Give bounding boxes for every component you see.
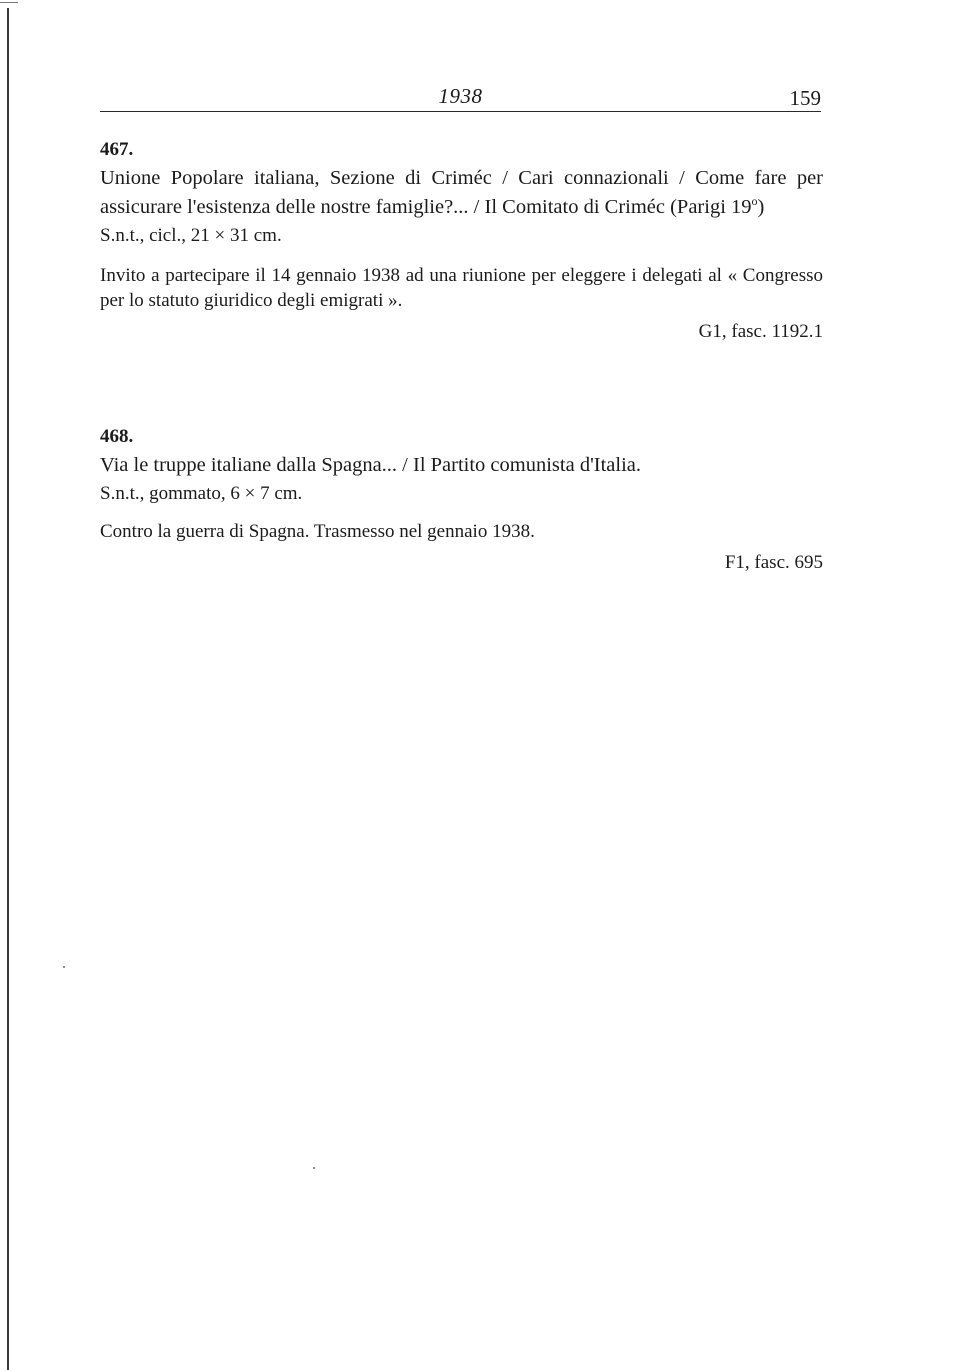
entry-description: S.n.t., gommato, 6 × 7 cm. [100, 483, 303, 504]
scan-page-edge [7, 8, 9, 1370]
entry-467 [100, 138, 823, 345]
scan-speck [63, 966, 65, 968]
entry-title-superscript: o [751, 194, 758, 209]
entry-description: S.n.t., cicl., 21 × 31 cm. [100, 225, 282, 246]
header-year: 1938 [438, 84, 483, 108]
running-header [100, 84, 821, 114]
entry-title-text: Unione Popolare italiana, Sezione di Criméc / Cari connazionali / Come fare per assicurare l'esistenza delle nostre famiglie?... / Il Comitato di Criméc (Parigi 19 [100, 167, 823, 218]
entry-number: 468. [100, 426, 134, 447]
page-number: 159 [789, 86, 821, 110]
entry-468 [100, 425, 823, 576]
entry-title: Via le truppe italiane dalla Spagna... / Il Partito comunista d'Italia. [100, 454, 641, 476]
entry-note: Contro la guerra di Spagna. Trasmesso nel gennaio 1938. [100, 521, 535, 542]
header-rule [100, 111, 821, 112]
scan-speck [313, 1167, 315, 1169]
entry-reference: G1, fasc. 1192.1 [698, 321, 823, 342]
entry-note: Invito a partecipare il 14 gennaio 1938 ad una riunione per eleggere i delegati al « Congresso per lo statuto giuridico degli emigrati ». [100, 265, 823, 311]
entry-number: 467. [100, 139, 134, 160]
scan-corner-mark [0, 2, 18, 7]
entry-reference: F1, fasc. 695 [724, 552, 823, 573]
entry-title [100, 164, 823, 222]
entry-title-end: ) [757, 196, 765, 218]
